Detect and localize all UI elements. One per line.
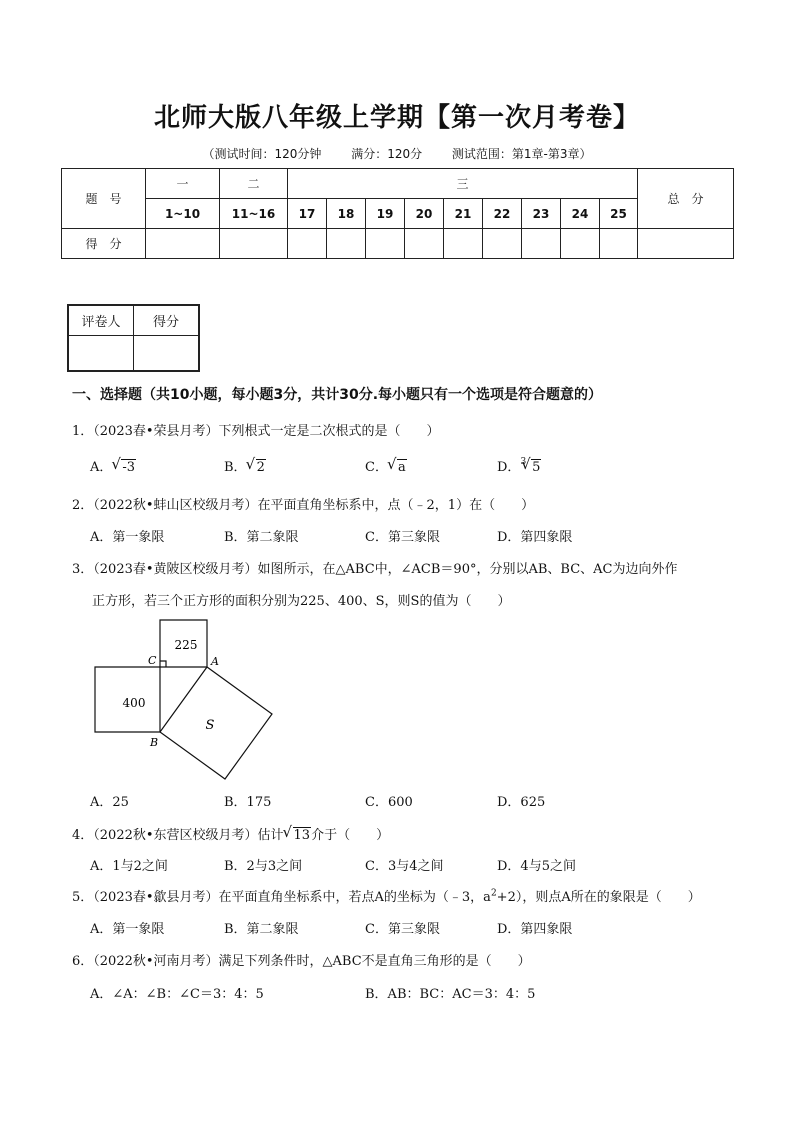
question-number: 21 [444,199,483,229]
score-cell [366,229,405,259]
score-cell [220,229,288,259]
range-2: 11~16 [220,199,288,229]
vertex-c-label: C [148,654,157,667]
q5-option-d: D．第四象限 [497,922,573,937]
big-square-shape [160,667,272,779]
question-6-stem: 6．（2022秋•河南月考）满足下列条件时，△ABC不是直角三角形的是（ ） [72,954,531,969]
q1-option-d: D．$^3$√ 5 [497,456,541,475]
q3-option-b: B．175 [224,795,272,810]
question-number: 18 [327,199,366,229]
sqrt-expression: √ 13 [293,827,312,843]
sqrt-expression: √ 5 [531,459,541,475]
page-title: 北师大版八年级上学期【第一次月考卷】 [153,103,640,133]
full-marks: 满分：120分 [351,147,423,161]
grader-score-label: 得分 [134,305,200,336]
q3-option-d: D．625 [497,795,546,810]
root-index: 3 [520,457,527,467]
q4-option-c: C．3与4之间 [365,859,444,874]
q1-option-b: B．√ 2 [224,456,266,475]
question-number: 22 [483,199,522,229]
pythagoras-squares-figure [85,615,285,785]
score-cell [146,229,220,259]
range-1: 1~10 [146,199,220,229]
right-angle-mark [160,661,166,667]
question-2-stem: 2．（2022秋•蚌山区校级月考）在平面直角坐标系中，点（﹣2，1）在（ ） [72,498,535,513]
score-cell [561,229,600,259]
big-square-label: S [205,718,215,733]
q1-option-c: C．√ a [365,456,407,475]
question-number: 23 [522,199,561,229]
score-cell [405,229,444,259]
small-square-label: 225 [174,638,198,652]
q2-option-d: D．第四象限 [497,530,573,545]
score-cell [522,229,561,259]
vertex-a-label: A [211,655,219,668]
score-cell [483,229,522,259]
section-1-header: 一 [146,169,220,199]
reviewer-cell [68,336,134,372]
score-table [61,168,734,259]
q3-option-a: A．25 [90,795,129,810]
vertex-b-label: B [150,736,159,749]
sqrt-expression: √ a [397,459,407,475]
test-time: （测试时间：120分钟 [202,147,322,161]
label-score: 得 分 [62,229,146,259]
sqrt-expression: √ -3 [121,459,136,475]
question-4-stem: 4．（2022秋•东营区校级月考）估计√ 13介于（ ） [72,824,389,843]
question-number: 19 [366,199,405,229]
exam-info [0,145,794,162]
section-2-header: 二 [220,169,288,199]
section-heading: 一、选择题（共10小题，每小题3分，共计30分.每小题只有一个选项是符合题意的） [72,387,603,403]
test-scope: 测试范围：第1章-第3章） [451,147,592,161]
left-square-label: 400 [122,696,146,710]
q4-option-d: D．4与5之间 [497,859,576,874]
q4-option-a: A．1与2之间 [90,859,168,874]
label-question-number: 题 号 [62,169,146,229]
q6-option-b: B．AB：BC：AC＝3：4：5 [365,987,536,1002]
q5-option-b: B．第二象限 [224,922,299,937]
q4-option-b: B．2与3之间 [224,859,303,874]
q5-option-c: C．第三象限 [365,922,440,937]
question-3-stem-line1: 3．（2023春•黄陂区校级月考）如图所示，在△ABC中，∠ACB＝90°，分别以AB、BC、AC为边向外作 [72,562,678,577]
score-cell [600,229,638,259]
question-number: 17 [288,199,327,229]
grader-score-cell [134,336,200,372]
q2-option-b: B．第二象限 [224,530,299,545]
question-number: 20 [405,199,444,229]
question-1-stem: 1．（2023春•荣县月考）下列根式一定是二次根式的是（ ） [72,424,440,439]
grader-table [67,304,200,372]
q2-option-a: A．第一象限 [90,530,165,545]
score-cell [638,229,734,259]
q1-option-a: A．√ -3 [90,456,136,475]
q5-option-a: A．第一象限 [90,922,165,937]
reviewer-label: 评卷人 [68,305,134,336]
q2-option-c: C．第三象限 [365,530,440,545]
question-number: 24 [561,199,600,229]
score-cell [444,229,483,259]
question-5-stem: 5．（2023春•歙县月考）在平面直角坐标系中，若点A的坐标为（﹣3，$a^2+2$），则点A所在的象限是（ ） [72,888,701,905]
q3-option-c: C．600 [365,795,413,810]
sqrt-expression: √ 2 [256,459,266,475]
question-number: 25 [600,199,638,229]
question-3-stem-line2: 正方形，若三个正方形的面积分别为225、400、S，则S的值为（ ） [92,594,511,609]
score-cell [327,229,366,259]
label-total: 总 分 [638,169,734,229]
section-3-header: 三 [288,169,638,199]
q6-option-a: A．∠A：∠B：∠C＝3：4：5 [90,987,264,1002]
score-cell [288,229,327,259]
